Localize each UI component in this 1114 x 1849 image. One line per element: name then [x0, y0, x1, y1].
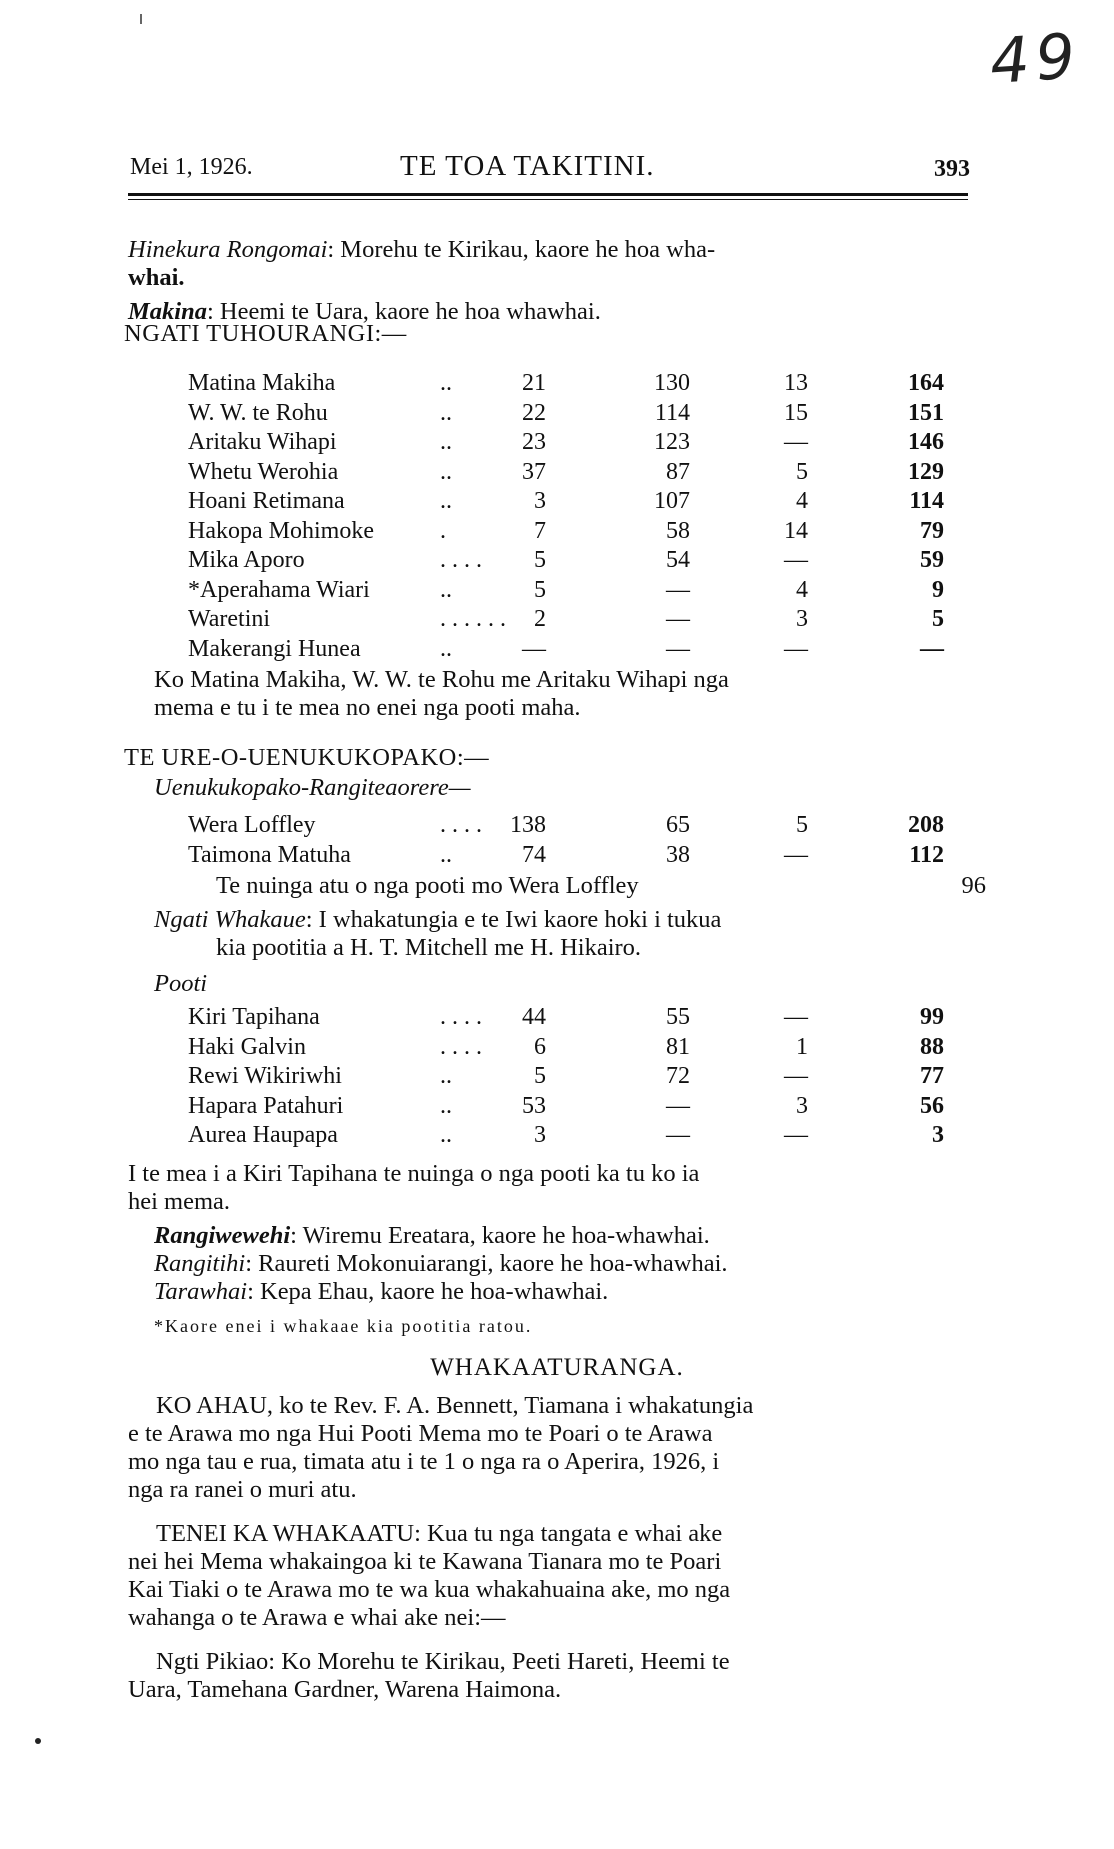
header-rule-thin: [128, 199, 968, 200]
table-row: [188, 1122, 978, 1152]
cell-value-3: 5: [796, 458, 808, 485]
intro-line: [128, 236, 973, 264]
cell-value-1: 23: [522, 429, 546, 455]
table-row: [188, 518, 978, 548]
cell-value-1: 22: [522, 399, 546, 426]
ngati-line: [154, 906, 984, 934]
cell-value-1: 5: [534, 576, 546, 603]
cell-total: 112: [909, 841, 944, 868]
cell-total: 88: [920, 1033, 944, 1060]
intro-text: : Morehu te Kirikau, kaore he hoa wha-: [327, 236, 716, 263]
cell-value-1: 37: [522, 458, 546, 485]
cell-total: 56: [920, 1092, 944, 1119]
cell-dots: ..: [440, 1063, 452, 1089]
running-header: [130, 150, 970, 190]
cell-dots: .: [440, 517, 446, 544]
cell-value-3: —: [784, 1004, 808, 1030]
margin-mark: [140, 14, 142, 24]
cell-value-1: 5: [534, 1063, 546, 1089]
footnote: *Kaore enei i whakaae kia pootitia ratou.: [154, 1316, 533, 1336]
cell-value-2: 38: [666, 841, 690, 868]
majority-text: Te nuinga atu o nga pooti mo Wera Loffley: [216, 872, 639, 899]
cell-value-3: —: [784, 547, 808, 573]
cell-value-2: —: [666, 1092, 690, 1119]
iwi-text: : Raureti Mokonuiarangi, kaore he hoa-whawhai.: [245, 1250, 728, 1277]
cell-value-1: 3: [534, 1122, 546, 1148]
ngati-line: kia pootitia a H. T. Mitchell me H. Hikairo.: [216, 934, 642, 961]
table-row: [188, 488, 978, 518]
cell-value-1: 74: [522, 841, 546, 868]
cell-dots: ..: [440, 370, 452, 396]
cell-value-1: 3: [534, 488, 546, 514]
cell-value-3: 3: [796, 1092, 808, 1119]
cell-value-3: 15: [784, 399, 808, 426]
note-line: mema e tu i te mea no enei nga pooti maha.: [154, 694, 581, 721]
cell-value-2: 65: [666, 812, 690, 838]
cell-value-2: —: [666, 576, 690, 603]
cell-dots: . . . .: [440, 1033, 482, 1060]
para-line: TENEI KA WHAKAATU: Kua tu nga tangata e whai ake: [156, 1520, 723, 1547]
cell-name: *Aperahama Wiari: [188, 576, 370, 603]
iwi-line: [154, 1250, 974, 1278]
cell-value-3: 1: [796, 1033, 808, 1060]
cell-dots: ..: [440, 488, 452, 514]
cell-total: 151: [908, 399, 944, 426]
cell-name: Hapara Patahuri: [188, 1092, 344, 1119]
iwi-lead: Tarawhai: [154, 1278, 248, 1305]
cell-name: Whetu Werohia: [188, 458, 339, 485]
cell-value-2: 58: [666, 517, 690, 544]
pooti-result: [128, 1160, 978, 1216]
cell-value-3: —: [784, 429, 808, 455]
handwritten-page-number: 49: [987, 18, 1084, 99]
cell-dots: . . . .: [440, 812, 482, 838]
iwi-text: : Kepa Ehau, kaore he hoa-whawhai.: [247, 1278, 609, 1305]
cell-total: 59: [920, 547, 944, 573]
cell-value-3: 3: [796, 606, 808, 632]
cell-dots: ..: [440, 576, 452, 603]
cell-name: Rewi Wikiriwhi: [188, 1063, 342, 1089]
table-row: [188, 606, 978, 636]
table-row: [188, 636, 978, 666]
table-row: [188, 429, 978, 459]
cell-value-1: 6: [534, 1033, 546, 1060]
cell-value-2: 81: [666, 1033, 690, 1060]
cell-name: Makerangi Hunea: [188, 635, 361, 662]
table-row: [188, 1063, 978, 1093]
results-table-pooti: [188, 1004, 978, 1154]
cell-value-2: 123: [654, 429, 690, 455]
para-line: wahanga o te Arawa e whai ake nei:—: [128, 1604, 506, 1631]
cell-total: 77: [920, 1063, 944, 1089]
margin-dot: [35, 1738, 41, 1744]
ngati-lead: Ngati Whakaue: [154, 906, 306, 933]
cell-total: 129: [908, 458, 944, 485]
subheading-rangiteaorere: Uenukukopako-Rangiteaorere—: [154, 774, 471, 801]
cell-value-2: 130: [654, 370, 690, 396]
cell-value-2: —: [666, 1122, 690, 1148]
header-page-number: 393: [934, 156, 970, 182]
results-table-rangiteaorere: [188, 812, 978, 872]
para-line: nei hei Mema whakaingoa ki te Kawana Tianara mo te Poari: [128, 1548, 722, 1575]
cell-value-3: —: [784, 841, 808, 868]
table-row: [188, 1004, 978, 1034]
intro-block: [128, 236, 973, 326]
cell-total: 3: [932, 1122, 944, 1148]
note-line: Ko Matina Makiha, W. W. te Rohu me Aritaku Wihapi nga: [154, 666, 729, 693]
cell-value-2: 72: [666, 1063, 690, 1089]
cell-name: Waretini: [188, 606, 271, 632]
cell-name: Wera Loffley: [188, 812, 316, 838]
cell-dots: ..: [440, 841, 452, 868]
cell-value-3: 13: [784, 370, 808, 396]
table-row: [188, 370, 978, 400]
cell-dots: ..: [440, 635, 452, 662]
table-row: [188, 1093, 978, 1123]
cell-value-3: 4: [796, 576, 808, 603]
whakaaturanga-para2: [128, 1520, 978, 1632]
para-line: KO AHAU, ko te Rev. F. A. Bennett, Tiamana i whakatungia: [156, 1392, 754, 1419]
cell-total: 146: [908, 429, 944, 455]
cell-value-1: 21: [522, 370, 546, 396]
para-line: nga ra ranei o muri atu.: [128, 1476, 357, 1503]
cell-total: 5: [932, 606, 944, 632]
para-line: mo nga tau e rua, timata atu i te 1 o nga ra o Aperira, 1926, i: [128, 1448, 720, 1475]
table-row: [188, 547, 978, 577]
cell-name: Mika Aporo: [188, 547, 305, 573]
cell-name: Taimona Matuha: [188, 841, 351, 868]
cell-value-2: —: [666, 606, 690, 632]
result-line: hei mema.: [128, 1188, 231, 1215]
cell-dots: ..: [440, 1092, 452, 1119]
iwi-lead: Rangiwewehi: [154, 1222, 291, 1249]
cell-name: Kiri Tapihana: [188, 1004, 320, 1030]
table-row: [188, 577, 978, 607]
cell-value-3: 4: [796, 488, 808, 514]
ngati-text: : I whakatungia e te Iwi kaore hoki i tukua: [305, 906, 722, 933]
cell-name: Matina Makiha: [188, 370, 336, 396]
para-line: Uara, Tamehana Gardner, Warena Haimona.: [128, 1676, 562, 1703]
header-date: Mei 1, 1926.: [130, 154, 253, 180]
cell-value-1: 7: [534, 517, 546, 544]
cell-total: —: [920, 635, 944, 662]
iwi-line: [154, 1222, 974, 1250]
intro-text: whai.: [128, 264, 185, 291]
cell-total: 114: [909, 488, 944, 514]
para-line: e te Arawa mo nga Hui Pooti Mema mo te Poari o te Arawa: [128, 1420, 713, 1447]
cell-dots: ..: [440, 399, 452, 426]
cell-name: Hoani Retimana: [188, 488, 345, 514]
table-row: [188, 1034, 978, 1064]
cell-value-1: —: [522, 635, 546, 662]
intro-lead: Makina: [128, 298, 207, 325]
cell-total: 164: [908, 370, 944, 396]
para-line: Kai Tiaki o te Arawa mo te wa kua whakahuainа ake, mo nga: [128, 1576, 731, 1603]
cell-total: 208: [908, 812, 944, 838]
cell-dots: . . . . . .: [440, 606, 506, 632]
cell-value-1: 44: [522, 1004, 546, 1030]
result-line: I te mea i a Kiri Tapihana te nuinga o nga pooti ka tu ko ia: [128, 1160, 700, 1187]
cell-total: 9: [932, 576, 944, 603]
ngati-whakaue-note: [154, 906, 984, 962]
para-line: Ngti Pikiao: Ko Morehu te Kirikau, Peeti Hareti, Heemi te: [156, 1648, 730, 1675]
cell-dots: . . . .: [440, 1004, 482, 1030]
majority-value: 96: [961, 872, 986, 899]
table-row: [188, 812, 978, 842]
header-title: TE TOA TAKITINI.: [400, 150, 655, 182]
cell-value-2: 87: [666, 458, 690, 485]
cell-value-1: 5: [534, 547, 546, 573]
cell-value-2: 55: [666, 1004, 690, 1030]
intro-line: [128, 264, 973, 292]
cell-name: W. W. te Rohu: [188, 399, 328, 426]
whakaaturanga-para1: [128, 1392, 978, 1504]
whakaaturanga-heading: WHAKAATURANGA.: [430, 1354, 684, 1381]
cell-total: 99: [920, 1004, 944, 1030]
iwi-line: [154, 1278, 974, 1306]
iwi-text: : Wiremu Ereatara, kaore he hoa-whawhai.: [290, 1222, 710, 1249]
cell-name: Aritaku Wihapi: [188, 429, 337, 455]
cell-value-1: 53: [522, 1092, 546, 1119]
table-row: [188, 459, 978, 489]
cell-value-2: —: [666, 635, 690, 662]
majority-line: [216, 872, 986, 902]
cell-value-3: 5: [796, 812, 808, 838]
cell-value-1: 138: [510, 812, 546, 838]
cell-value-1: 2: [534, 606, 546, 632]
section-heading-uenukukopako: TE URE-O-UENUKUKOPAKO:—: [124, 744, 490, 771]
section-heading-tuhourangi: NGATI TUHOURANGI:—: [124, 320, 407, 347]
cell-name: Haki Galvin: [188, 1033, 306, 1060]
whakaaturanga-para3: [128, 1648, 978, 1704]
iwi-lead: Rangitihi: [154, 1250, 246, 1277]
cell-dots: ..: [440, 429, 452, 455]
header-rule-thick: [128, 193, 968, 196]
cell-value-2: 54: [666, 547, 690, 573]
cell-total: 79: [920, 517, 944, 544]
results-table-tuhourangi: [188, 370, 978, 670]
cell-value-3: —: [784, 1122, 808, 1148]
section1-note: [154, 666, 974, 722]
cell-dots: ..: [440, 1122, 452, 1148]
table-row: [188, 400, 978, 430]
cell-value-3: —: [784, 635, 808, 662]
cell-value-2: 107: [654, 488, 690, 514]
cell-value-2: 114: [654, 399, 690, 426]
cell-value-3: 14: [784, 517, 808, 544]
cell-value-3: —: [784, 1063, 808, 1089]
pooti-label: Pooti: [154, 970, 208, 997]
other-iwi-list: [154, 1222, 974, 1306]
intro-lead: Hinekura Rongomai: [128, 236, 328, 263]
cell-dots: ..: [440, 458, 452, 485]
cell-dots: . . . .: [440, 547, 482, 573]
cell-name: Aurea Haupapa: [188, 1122, 338, 1148]
cell-name: Hakopa Mohimoke: [188, 517, 374, 544]
intro-text: : Heemi te Uara, kaore he hoa whawhai.: [206, 298, 601, 325]
table-row: [188, 842, 978, 872]
